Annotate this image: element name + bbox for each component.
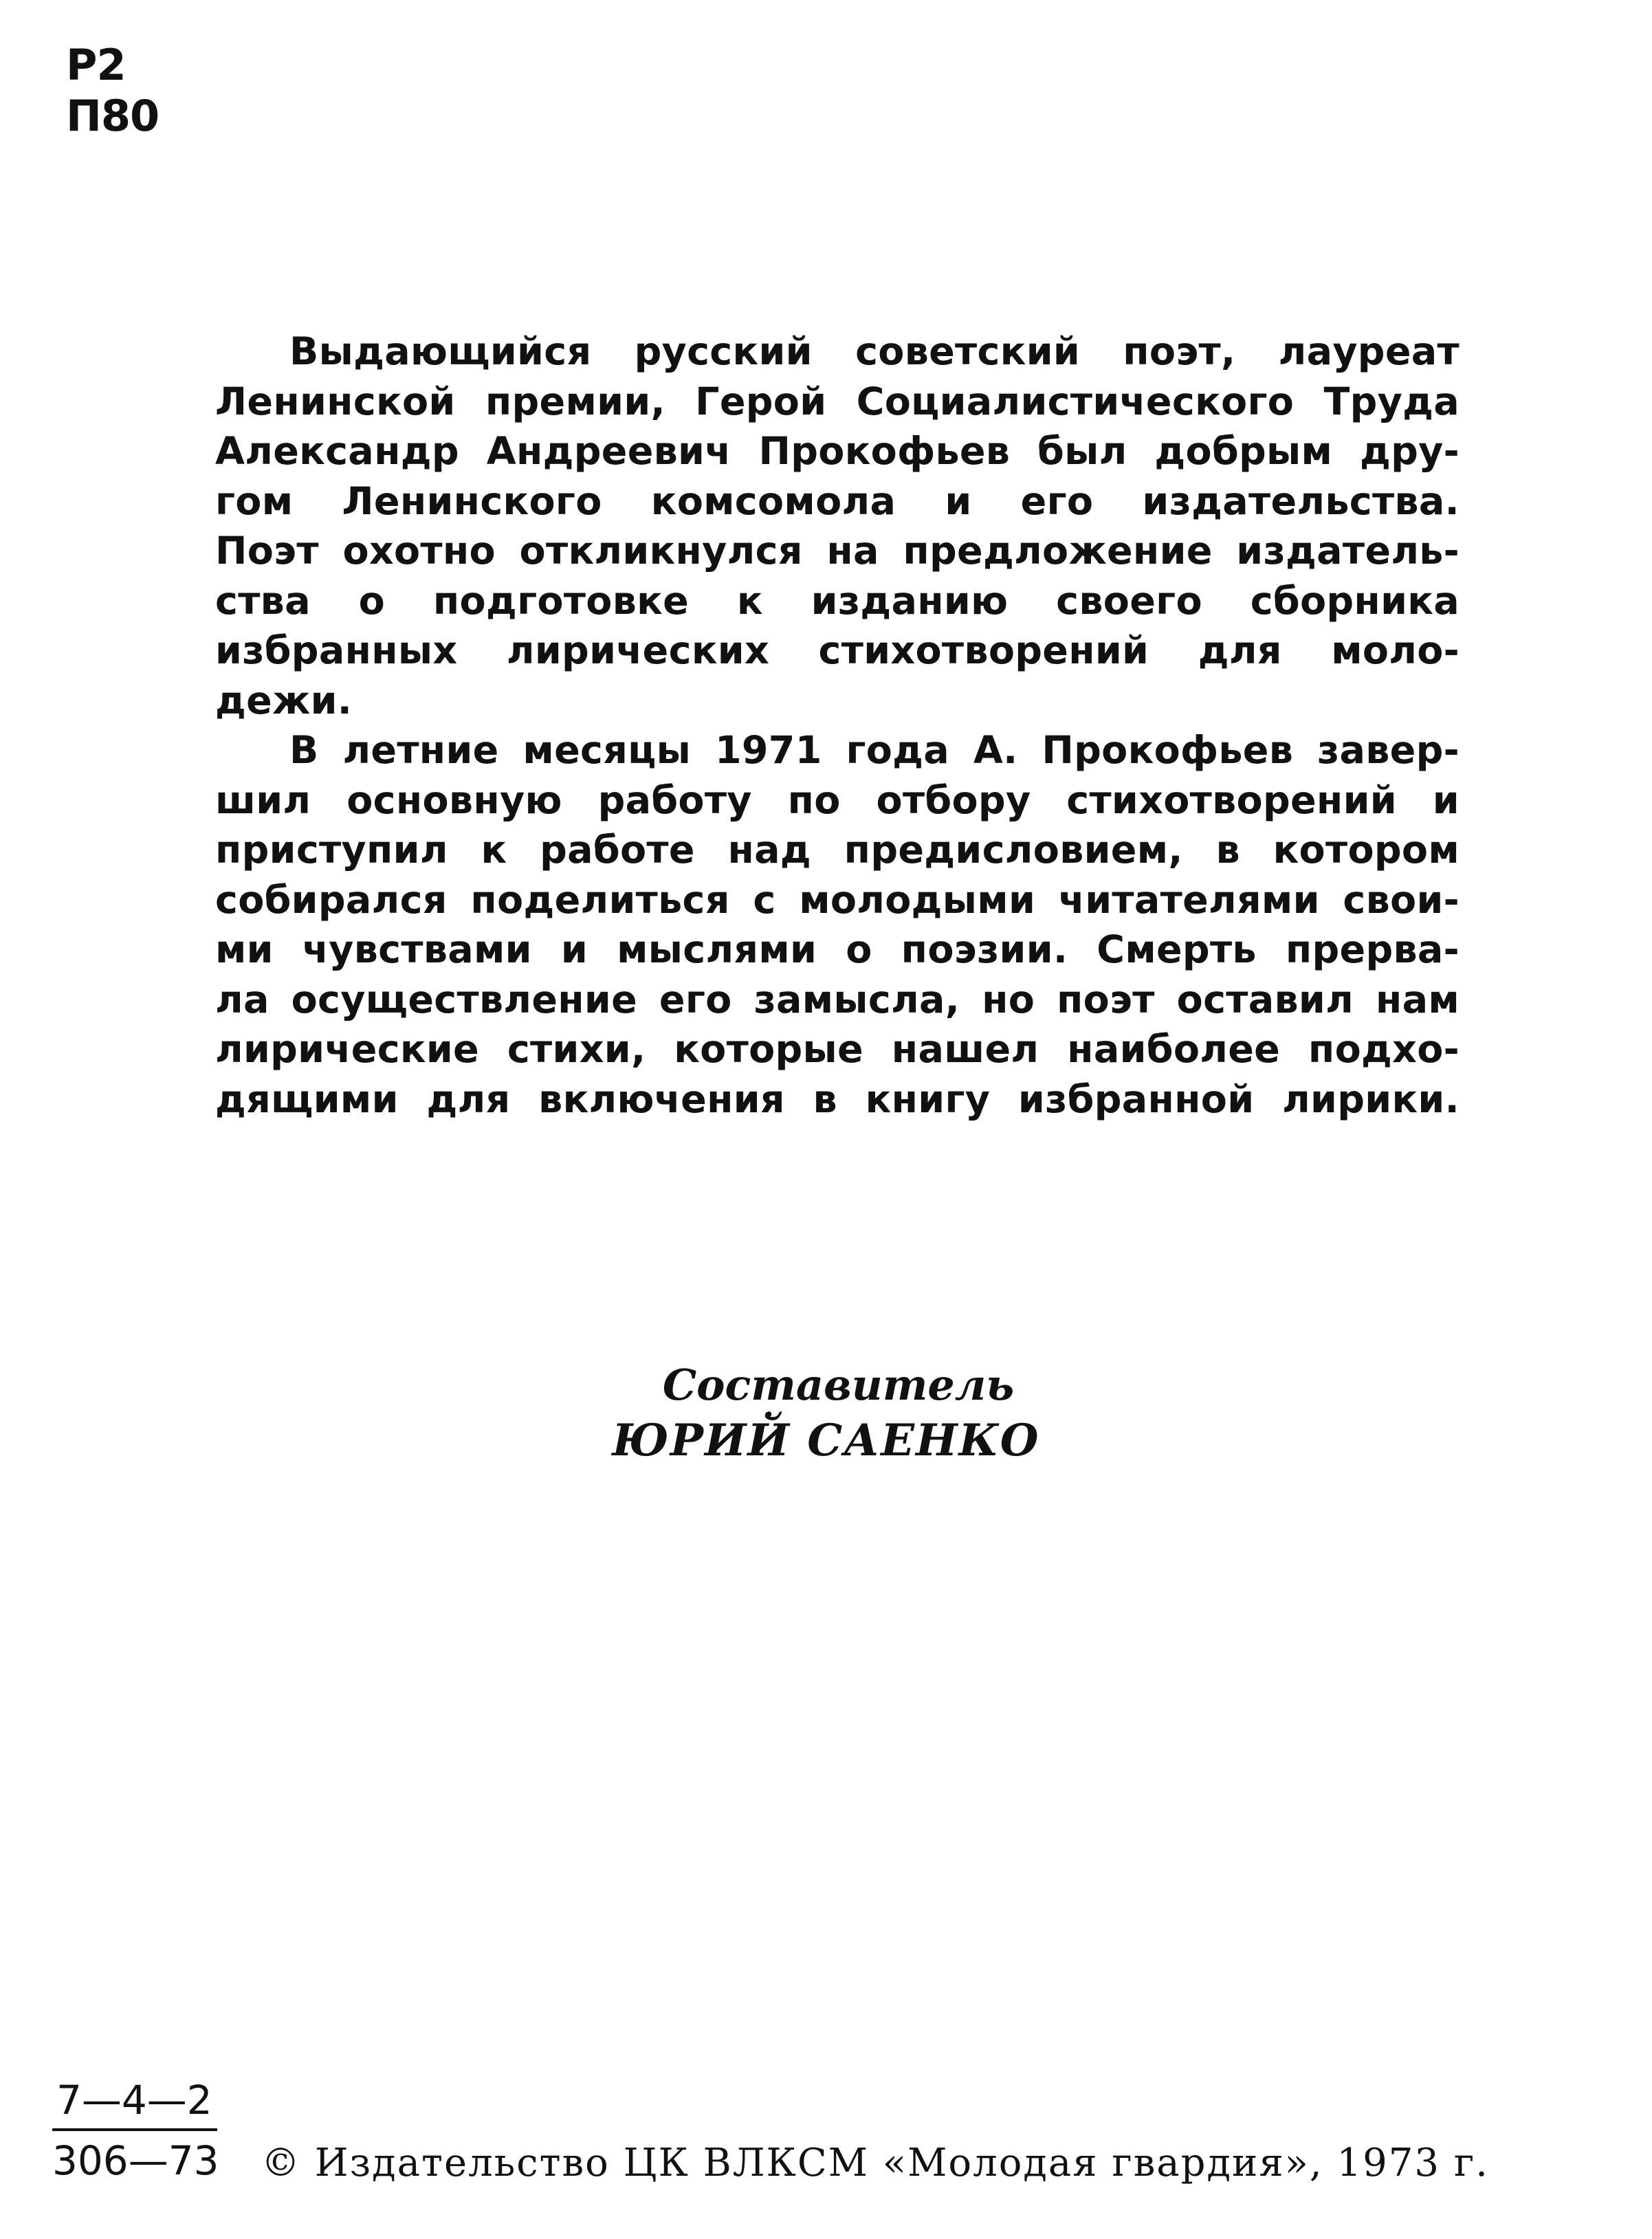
annotation-line: собирался поделиться с молодыми читателями свои- [215, 877, 1460, 923]
annotation-line: ла осуществление его замысла, но поэт оставил нам [215, 977, 1460, 1022]
library-classification [66, 40, 159, 142]
publisher-index-top [52, 2076, 212, 2124]
annotation-text [215, 327, 1460, 1125]
annotation-line: ми чувствами и мыслями о поэзии. Смерть прерва- [215, 927, 1460, 972]
annotation-line: Ленинской премии, Герой Социалистического Труда [215, 379, 1460, 424]
annotation-line: приступил к работе над предисловием, в котором [215, 828, 1460, 872]
annotation-line: лирические стихи, которые нашел наиболее подхо- [215, 1027, 1460, 1072]
compiler-name: ЮРИЙ САЕНКО [612, 1415, 1040, 1466]
copyright-notice: © Издательство ЦК ВЛКСМ «Молодая гвардия», 1973 г. [261, 2141, 1489, 2185]
annotation-line: В летние месяцы 1971 года А. Прокофьев завер- [289, 728, 1460, 773]
annotation-line: ства о подготовке к изданию своего сборника [215, 578, 1460, 624]
annotation-line: Выдающийся русский советский поэт, лауреат [289, 329, 1460, 374]
annotation-line: избранных лирических стихотворений для моло- [215, 628, 1460, 673]
compiler-role: Составитель [662, 1360, 1015, 1410]
author-mark-p80: П80 [66, 91, 159, 141]
annotation-line: гом Ленинского комсомола и его издательства. [215, 478, 1460, 524]
annotation-line: Поэт охотно откликнулся на предложение издатель- [215, 529, 1460, 573]
annotation-line: Александр Андреевич Прокофьев был добрым дру- [215, 429, 1460, 474]
annotation-line: дежи. [215, 678, 353, 723]
annotation-line: дящими для включения в книгу избранной лирики. [215, 1077, 1460, 1122]
publisher-index-bottom: 306—73 [52, 2137, 219, 2184]
classification-code-r2: Р2 [66, 40, 126, 90]
annotation-line: шил основную работу по отбору стихотворений и [215, 777, 1460, 823]
index-fraction-rule [52, 2128, 217, 2131]
index-top-value: 7—4—2 [56, 2077, 212, 2124]
